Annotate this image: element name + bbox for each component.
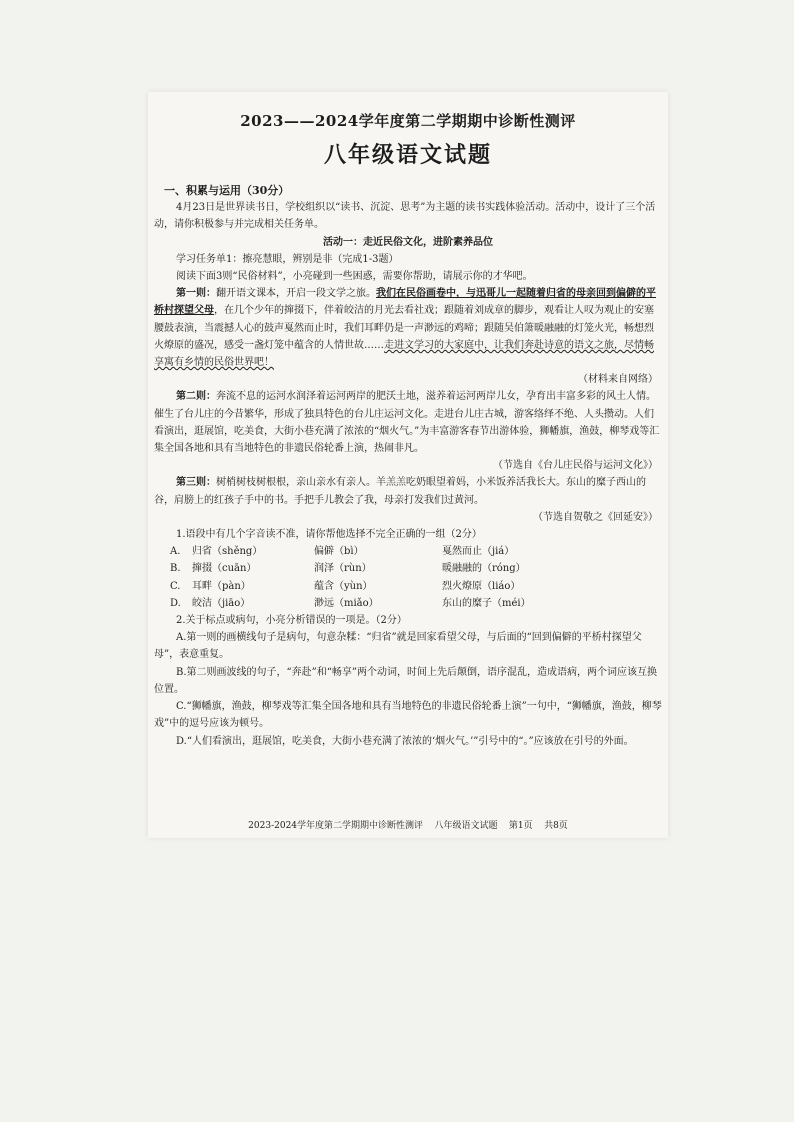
option-item: 皎洁（jiāo） <box>192 597 251 609</box>
option-item: 蕴含（yùn） <box>314 580 373 592</box>
question-2-option-b: B.第二则画波线的句子，“奔赴”和“畅享”两个动词，时间上先后颠倒，语序混乱，造成语病，两个词应该互换位置。 <box>154 666 657 695</box>
material-1-text-b: ，在几个少年的撺掇下，伴着皎洁的月光去看社戏；跟随着刘成章的脚步，观看让人叹为观止的安塞腰鼓表演，当震撼人心的鼓声戛然而止时，我们耳畔仍是一声渺远的鸡啼；跟随吴伯箫暖融融的灯笼火光，畅想烈火燎原的盛况，感受一盏灯笼中蕴含的人情世故…… <box>154 305 654 351</box>
question-2-stem: 2.关于标点或病句，小亮分析错误的一项是。（2分） <box>176 615 407 627</box>
exam-page <box>148 92 668 838</box>
exam-subtitle: 八年级语文试题 <box>323 142 492 168</box>
option-item: 偏僻（bì） <box>314 546 364 558</box>
option-item: 撺掇（cuān） <box>192 563 257 575</box>
question-2-option-d: D.“人们看演出，逛展馆，吃美食，大街小巷充满了浓浓的‘烟火气。’”引号中的“。”应该放在引号的外面。 <box>176 735 634 747</box>
material-2-text: 奔流不息的运河水润泽着运河两岸的肥沃土地，滋养着运河两岸儿女，孕育出丰富多彩的风土人情。催生了台儿庄的今昔繁华，形成了独具特色的台儿庄运河文化。走进台儿庄古城，游客络绎不绝、人头攒动。人们看演出，逛展馆，吃美食，大街小巷充满了浓浓的“烟火气。”为丰富游客春节出游体验，狮幡旗，渔鼓，柳琴戏等汇集全国各地和具有当地特色的非遗民俗轮番上演，热闹非凡。 <box>154 391 660 455</box>
option-item: 耳畔（pàn） <box>192 580 251 592</box>
exam-content <box>154 182 662 750</box>
material-1-wavy-sentence: 走进文学习的大家庭中，让我们奔赴诗意的语文之旅，尽情畅享寓有乡情的民俗世界吧！ <box>154 339 654 369</box>
material-1 <box>154 285 662 371</box>
question-2-option-c: C.“狮幡旗，渔鼓，柳琴戏等汇集全国各地和具有当地特色的非遗民俗轮番上演”一句中，“狮幡旗，渔鼓，柳琴戏”中的逗号应该为顿号。 <box>154 701 662 730</box>
material-1-label: 第一则： <box>176 288 216 300</box>
option-letter: A. <box>170 546 181 558</box>
option-item: 归省（shěng） <box>192 546 263 558</box>
material-3-source: （节选自贺敬之《回延安》） <box>533 511 658 523</box>
question-1-stem: 1.语段中有几个字音读不准，请你帮他选择不完全正确的一组（2分） <box>176 529 482 541</box>
task-description: 阅读下面3则“民俗材料”，小亮碰到一些困惑，需要你帮助，请展示你的才华吧。 <box>176 271 533 283</box>
task-title: 学习任务单1：擦亮慧眼，辨别是非（完成1-3题） <box>176 253 399 265</box>
material-2-label: 第二则： <box>176 391 216 403</box>
option-item: 戛然而止（jiá） <box>442 546 515 558</box>
material-3 <box>154 474 662 508</box>
section-heading: 一、积累与运用（30分） <box>164 184 290 197</box>
material-2-source: （节选自《台儿庄民俗与运河文化》） <box>493 460 658 472</box>
material-1-text-a: 翻开语文课本，开启一段文学之旅。 <box>216 288 376 300</box>
option-letter: B. <box>170 563 181 575</box>
material-3-text: 树梢树枝树根根，亲山亲水有亲人。羊羔羔吃奶眼望着妈，小米饭养活我长大。东山的糜子西山的谷，肩膀上的红孩子手中的书。手把手儿教会了我，母亲打发我们过黄河。 <box>154 477 646 506</box>
option-letter: C. <box>170 580 181 592</box>
option-item: 润泽（rùn） <box>314 563 372 575</box>
option-item: 烈火燎原（liáo） <box>442 580 521 592</box>
material-1-source: （材料来自网络） <box>578 374 658 386</box>
activity-title: 活动一：走近民俗文化，进阶素养品位 <box>323 236 493 248</box>
page-footer: 2023-2024学年度第二学期期中诊断性测评 八年级语文试题 第1页 共8页 <box>248 821 568 831</box>
material-1-underlined-sentence: 我们在民俗画卷中，与迅哥儿一起随着归省的母亲回到偏僻的平桥村探望父母 <box>154 288 656 317</box>
material-3-label: 第三则： <box>176 477 216 489</box>
option-item: 暖融融的（róng） <box>442 563 526 575</box>
material-2 <box>154 388 662 457</box>
section-intro: 4月23日是世界读书日，学校组织以“读书、沉淀、思考”为主题的读书实践体验活动。活动中，设计了三个活动，请你积极参与并完成相关任务单。 <box>154 202 656 231</box>
option-letter: D. <box>170 597 181 609</box>
exam-title: 2023——2024学年度第二学期期中诊断性测评 <box>240 112 576 130</box>
question-1-options <box>170 543 662 612</box>
question-2-option-a: A.第一则的画横线句子是病句，句意杂糅：“归省”就是回家看望父母，与后面的“回到偏僻的平桥村探望父母”，表意重复。 <box>154 632 642 661</box>
option-item: 东山的糜子（méi） <box>442 597 531 609</box>
option-item: 渺远（miǎo） <box>314 597 379 609</box>
